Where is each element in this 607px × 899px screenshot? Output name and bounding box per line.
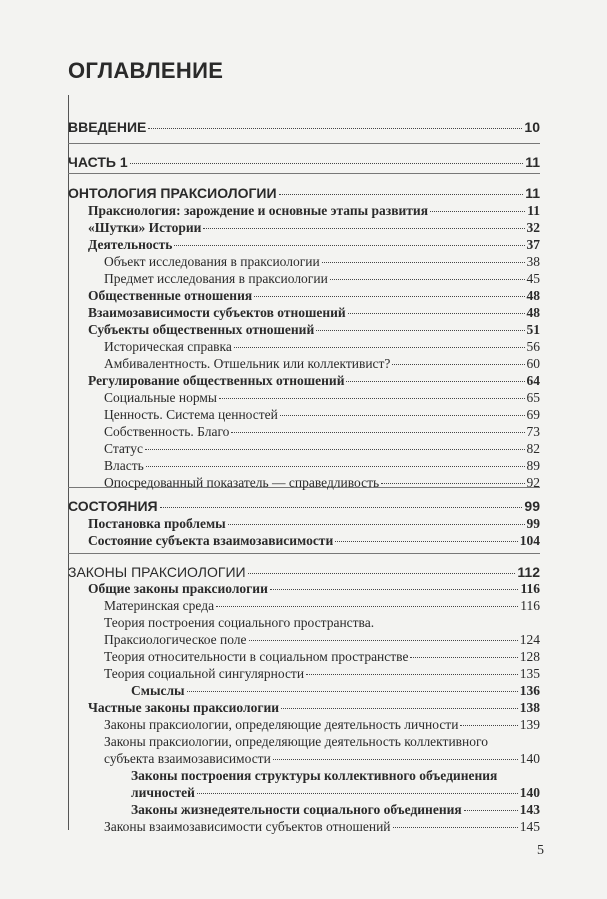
toc-entry-line[interactable]: Теория построения социального пространства. — [104, 615, 375, 630]
toc-entry[interactable]: Деятельность 37 — [88, 237, 540, 252]
toc-divider — [68, 173, 540, 174]
toc-entry[interactable]: личностей 140 — [131, 785, 540, 800]
toc-entry[interactable]: субъекта взаимозависимости 140 — [104, 751, 540, 766]
toc-divider — [68, 553, 540, 554]
toc-entry[interactable]: Ценность. Система ценностей 69 — [104, 407, 540, 422]
page-title: ОГЛАВЛЕНИЕ — [68, 58, 224, 83]
toc-divider — [68, 143, 540, 144]
toc-entry[interactable]: ЧАСТЬ 1 11 — [68, 154, 540, 170]
toc-vertical-rule — [68, 95, 69, 830]
toc-entry[interactable]: Объект исследования в праксиологии 38 — [104, 254, 540, 269]
toc-entry[interactable]: Статус 82 — [104, 441, 540, 456]
toc-entry[interactable]: Праксиология: зарождение и основные этапы развития 11 — [88, 203, 540, 218]
toc-entry[interactable]: Материнская среда 116 — [104, 598, 540, 613]
toc-entry[interactable]: Законы праксиологии, определяющие деятельность личности 139 — [104, 717, 540, 732]
toc-entry[interactable]: Опосредованный показатель — справедливость 92 — [104, 475, 540, 490]
toc-entry[interactable]: СОСТОЯНИЯ 99 — [68, 498, 540, 514]
toc-entry[interactable]: Регулирование общественных отношений 64 — [88, 373, 540, 388]
toc-entry[interactable]: Взаимозависимости субъектов отношений 48 — [88, 305, 540, 320]
toc-entry[interactable]: Постановка проблемы 99 — [88, 516, 540, 531]
toc-entry[interactable]: Частные законы праксиологии 138 — [88, 700, 540, 715]
toc-entry[interactable]: Общественные отношения 48 — [88, 288, 540, 303]
toc-entry[interactable]: Теория социальной сингулярности 135 — [104, 666, 540, 681]
toc-entry[interactable]: Праксиологическое поле 124 — [104, 632, 540, 647]
toc-entry[interactable]: Власть 89 — [104, 458, 540, 473]
toc-entry[interactable]: Состояние субъекта взаимозависимости 104 — [88, 533, 540, 548]
toc-entry[interactable]: «Шутки» Истории 32 — [88, 220, 540, 235]
toc-entry[interactable]: ОНТОЛОГИЯ ПРАКСИОЛОГИИ 11 — [68, 185, 540, 201]
toc-entry[interactable]: Собственность. Благо 73 — [104, 424, 540, 439]
toc-entry-line[interactable]: Законы праксиологии, определяющие деятельность коллективного — [104, 734, 488, 749]
toc-entry[interactable]: Общие законы праксиологии 116 — [88, 581, 540, 596]
toc-entry[interactable]: Историческая справка 56 — [104, 339, 540, 354]
toc-entry[interactable]: Теория относительности в социальном пространстве 128 — [104, 649, 540, 664]
toc-entry[interactable]: Амбивалентность. Отшельник или коллективист? 60 — [104, 356, 540, 371]
toc-entry-line[interactable]: Законы построения структуры коллективного объединения — [131, 768, 498, 783]
toc-entry[interactable]: Смыслы 136 — [131, 683, 540, 698]
toc-entry[interactable]: Социальные нормы 65 — [104, 390, 540, 405]
toc-entry[interactable]: Законы взаимозависимости субъектов отношений 145 — [104, 819, 540, 834]
page-number: 5 — [537, 843, 544, 858]
toc-entry[interactable]: Предмет исследования в праксиологии 45 — [104, 271, 540, 286]
toc-entry[interactable]: ЗАКОНЫ ПРАКСИОЛОГИИ 112 — [68, 564, 540, 580]
toc-entry[interactable]: ВВЕДЕНИЕ 10 — [68, 119, 540, 135]
toc-entry[interactable]: Законы жизнедеятельности социального объединения 143 — [131, 802, 540, 817]
toc-entry[interactable]: Субъекты общественных отношений 51 — [88, 322, 540, 337]
